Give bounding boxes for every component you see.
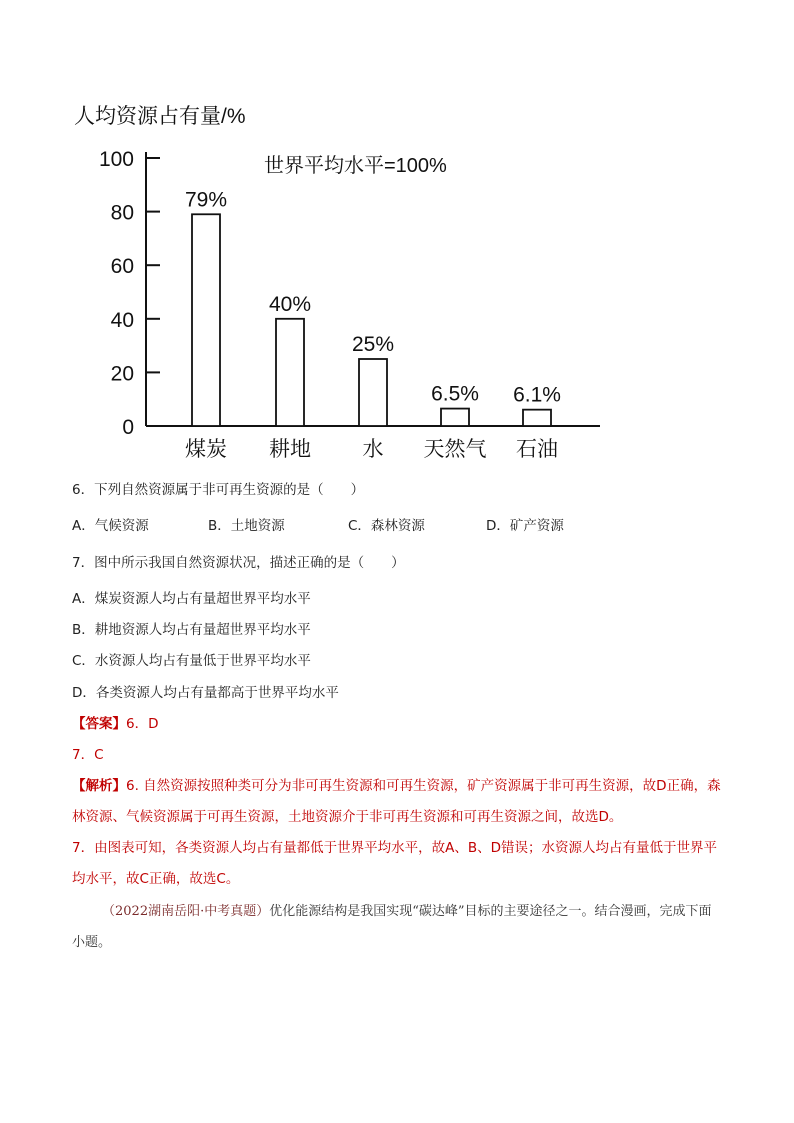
q7-option-a: A．煤炭资源人均占有量超世界平均水平 <box>72 591 311 607</box>
analysis-label: 【解析】 <box>72 778 126 794</box>
bar <box>441 409 469 426</box>
y-tick-label: 40 <box>110 308 134 332</box>
analysis-7: 7．由图表可知，各类资源人均占有量都低于世界平均水平，故A、B、D错误；水资源人均占有量低于世界平均水平，故C正确，故选C。 <box>72 840 717 887</box>
y-tick-label: 0 <box>122 416 134 439</box>
y-tick-label: 80 <box>110 201 134 225</box>
answer-6: 6．D <box>126 716 159 732</box>
category-label: 石油 <box>516 438 558 461</box>
bar-value-label: 79% <box>184 188 228 212</box>
question-7-stem: 7．图中所示我国自然资源状况，描述正确的是（ ） <box>72 555 405 571</box>
category-label: 天然气 <box>423 438 487 461</box>
category-label: 耕地 <box>269 438 311 461</box>
q6-option-c: C．森林资源 <box>348 518 425 534</box>
q7-option-c: C．水资源人均占有量低于世界平均水平 <box>72 653 311 669</box>
bar-value-label: 25% <box>351 333 395 356</box>
category-label: 水 <box>362 438 384 461</box>
bar-value-label: 6.5% <box>431 382 479 406</box>
category-label: 煤炭 <box>185 438 227 461</box>
q6-option-d: D．矿产资源 <box>486 518 564 534</box>
answer-7: 7．C <box>72 747 104 763</box>
bar <box>523 410 551 426</box>
question-source: （2022湖南岳阳·中考真题） <box>102 904 270 919</box>
y-ticks <box>99 148 160 439</box>
analysis-6 <box>72 771 724 833</box>
intro-text: 优化能源结构是我国实现“碳达峰”目标的主要途径之一。结合漫画，完成下面小题。 <box>72 904 712 950</box>
q7-option-d: D．各类资源人均占有量都高于世界平均水平 <box>72 685 339 701</box>
y-axis-title: 人均资源占有量/% <box>74 105 246 128</box>
world-average-annotation: 世界平均水平=100% <box>264 155 447 177</box>
y-tick-label: 60 <box>110 255 134 279</box>
bar <box>192 214 220 426</box>
answer-label: 【答案】 <box>72 716 126 732</box>
category-labels <box>185 438 558 461</box>
bar-value-label: 6.1% <box>513 383 561 407</box>
bar-value-label: 40% <box>268 292 312 316</box>
resource-bar-chart <box>60 92 620 472</box>
next-question-intro <box>72 896 724 958</box>
question-6-stem: 6．下列自然资源属于非可再生资源的是（ ） <box>72 482 365 498</box>
bars <box>192 214 551 426</box>
q6-option-b: B．土地资源 <box>208 518 285 534</box>
answer-line-1 <box>72 714 158 734</box>
q7-option-b: B．耕地资源人均占有量超世界平均水平 <box>72 622 311 638</box>
analysis-6-text: 6. 自然资源按照种类可分为非可再生资源和可再生资源，矿产资源属于非可再生资源，故D正确，森林资源、气候资源属于可再生资源，土地资源介于非可再生资源和可再生资源之间，故选D。 <box>72 778 721 825</box>
y-tick-label: 100 <box>98 148 134 171</box>
bar <box>359 359 387 426</box>
bar <box>276 319 304 426</box>
q6-option-a: A．气候资源 <box>72 518 149 534</box>
y-tick-label: 20 <box>110 362 134 386</box>
